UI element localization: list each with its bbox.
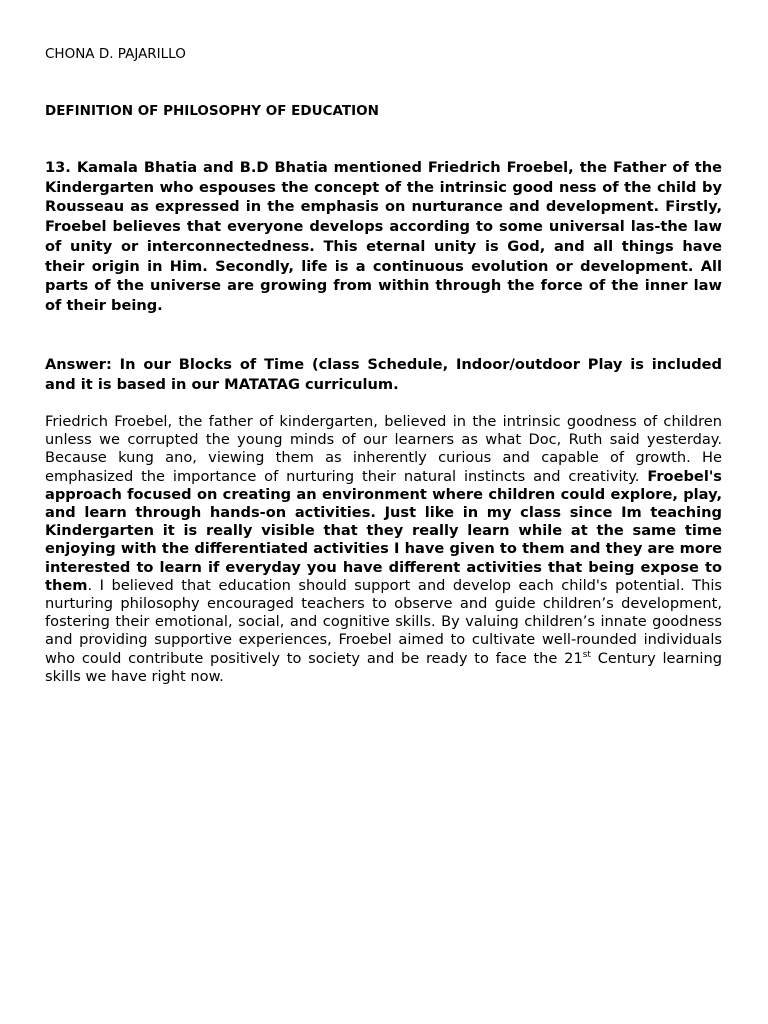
- body-text-part2: . I believed that education should support and develop each child's potential. This nurturing philosophy encouraged teachers to observe and guide children’s development, fostering their emotional, social, and cognitive skills. By valuing children’s innate goodness and providing supportive experiences, Froebel aimed to cultivate well-rounded individuals who could contribute positively to society and be ready to face the 21: [45, 576, 722, 667]
- answer-paragraph: Answer: In our Blocks of Time (class Schedule, Indoor/outdoor Play is included and it is based in our MATATAG curriculum.: [45, 356, 722, 393]
- body-text-part3: Century learning skills we have right now.: [45, 649, 723, 685]
- body-paragraph: [45, 413, 722, 686]
- document-title: DEFINITION OF PHILOSOPHY OF EDUCATION: [45, 103, 379, 119]
- body-text-bold: Froebel's approach focused on creating an environment where children could explore, play, and learn through hands-on activities. Just like in my class since Im teaching Kindergarten it is really visible that they really learn while at the same time enjoying with the differentiated activities I have given to them and they are more interested to learn if everyday you have different activities that being expose to them: [45, 467, 722, 594]
- author-name: CHONA D. PAJARILLO: [45, 46, 186, 62]
- body-text-superscript: st: [582, 649, 591, 660]
- question-paragraph: 13. Kamala Bhatia and B.D Bhatia mentioned Friedrich Froebel, the Father of the Kindergarten who espouses the concept of the intrinsic good ness of the child by Rousseau as expressed in the emphasis on nurturance and development. Firstly, Froebel believes that everyone develops according to some universal las-the law of unity or interconnectedness. This eternal unity is God, and all things have their origin in Him. Secondly, life is a continuous evolution or development. All parts of the universe are growing from within through the force of the inner law of their being.: [45, 159, 722, 314]
- body-text-part1: Friedrich Froebel, the father of kindergarten, believed in the intrinsic goodness of children unless we corrupted the young minds of our learners as what Doc, Ruth said yesterday. Because kung ano, viewing them as inherently curious and capable of growth. He emphasized the importance of nurturing their natural instincts and creativity.: [45, 413, 722, 485]
